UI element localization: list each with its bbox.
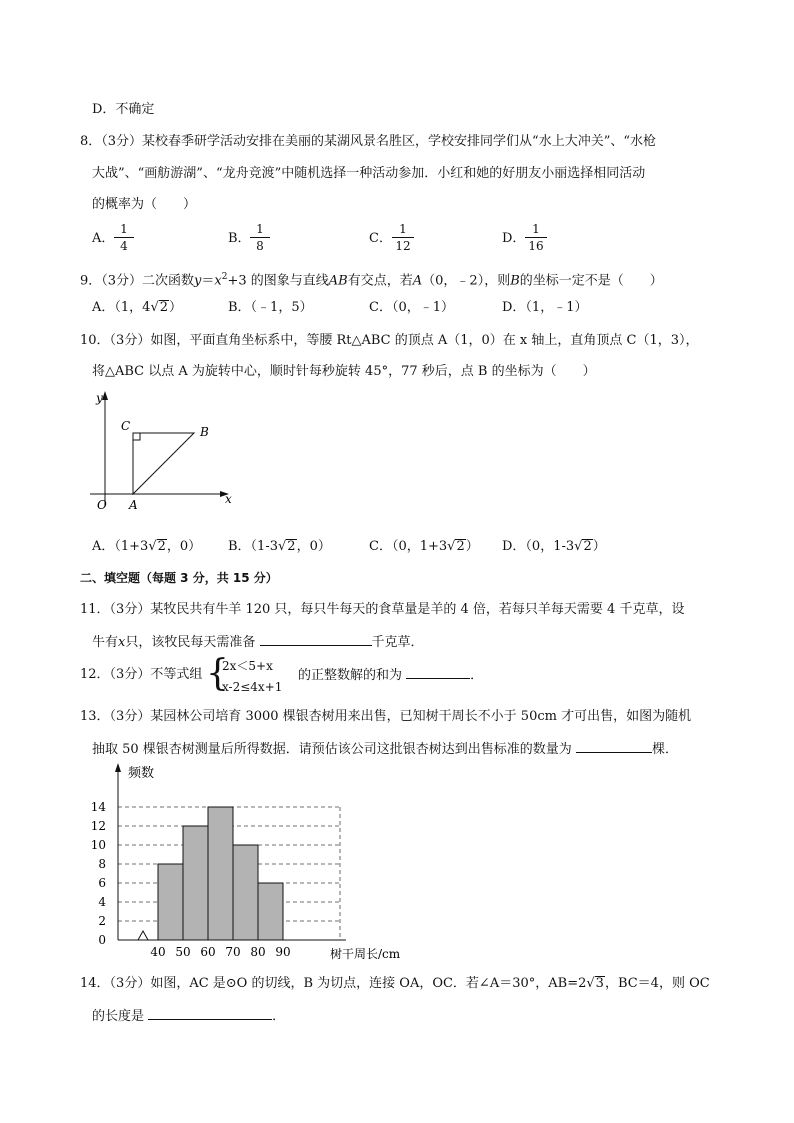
histogram-bar [158,864,183,940]
q8-stem-line3: 的概率为（ ） [92,197,197,212]
q8-option-a-fraction: $\frac{1}{4}$ [114,222,134,253]
q8-option-d-fraction: $\frac{1}{16}$ [525,222,547,253]
q10-figure [88,388,238,514]
q13-histogram [86,760,456,960]
q12-stem-pre: 12．（3分）不等式组 [80,667,203,682]
histogram-y-arrow [115,763,121,772]
q10-label-o: O [97,498,107,512]
q11-stem-line1: 11．（3分）某牧民共有牛羊 120 只，每只牛每天的食草量是羊的 4 倍，若每只羊每天需要 4 千克草，设 [80,602,685,617]
histogram-y-tick-label: 4 [98,895,106,909]
q10-y-arrow [102,391,108,400]
q8-option-c-label: C． [369,231,392,246]
q9-stem: 9．（3分）二次函数$y=x^2+3$ 的图象与直线AB有交点，若A（0，﹣2），则B的坐标一定不是（ ） [80,272,663,289]
histogram-x-tick-label: 50 [175,945,191,959]
q12-stem-post: 的正整数解的和为 ． [298,668,484,683]
q9-option-c: C．（0，﹣1） [369,300,454,315]
q10-label-x: x [225,492,232,506]
histogram-x-tick-label: 40 [150,945,166,959]
q13-stem-line1: 13．（3分）某园林公司培育 3000 棵银杏树用来出售，已知树干周长不小于 50cm 才可出售，如图为随机 [80,709,692,724]
q9-option-d: D．（1，﹣1） [502,300,588,315]
histogram-bar [258,883,283,940]
histogram-y-tick-label: 14 [90,800,106,814]
q14-answer-blank[interactable] [148,1007,272,1020]
q14-stem-line1: 14．（3分）如图，AC 是⊙O 的切线，B 为切点，连接 OA，OC．若∠A＝30°，AB=2√3，BC＝4，则 OC [80,976,710,991]
histogram-bar [183,826,208,940]
histogram-bar [208,807,233,940]
q10-option-a: A．（1+3√2，0） [92,539,202,554]
q11-answer-blank[interactable] [260,633,372,646]
q10-right-angle-mark [133,433,140,440]
histogram-y-tick-label: 2 [98,914,106,928]
histogram-bar [233,845,258,940]
q10-option-c: C．（0，1+3√2） [369,539,479,554]
q13-stem-line2: 抽取 50 棵银杏树测量后所得数据．请预估该公司这批银杏树达到出售标准的数量为 棵． [92,742,678,757]
histogram-y-label: 频数 [128,766,155,781]
q12-inequality-2: x-2≤4x+1 [222,680,283,694]
histogram-y-tick-label: 0 [98,933,106,947]
q12-inequality-1: 2x＜5+x [222,659,273,673]
histogram-axis-break [138,931,148,940]
histogram-x-tick-label: 60 [200,945,216,959]
histogram-y-tick-label: 6 [98,876,106,890]
q9-option-a: A．（1，4√2） [92,300,183,315]
histogram-x-tick-label: 90 [275,945,291,959]
q8-stem-line1: 8．（3分）某校春季研学活动安排在美丽的某湖风景名胜区，学校安排同学们从“水上大冲关”、“水枪 [80,134,656,149]
histogram-y-tick-label: 8 [98,857,106,871]
q7-option-d: D．不确定 [92,102,155,117]
q10-label-b: B [200,425,209,439]
q10-stem-line1: 10．（3分）如图，平面直角坐标系中，等腰 Rt△ABC 的顶点 A（1，0）在 x 轴上，直角顶点 C（1，3）， [80,333,699,348]
q10-triangle [133,433,194,494]
q8-option-a-label: A． [92,231,115,246]
q10-option-d: D．（0，1-3√2） [502,539,606,554]
section-2-title: 二、填空题（每题 3 分，共 15 分） [80,571,278,585]
q10-label-a: A [129,498,138,512]
q12-brace: { [206,653,229,694]
q14-stem-line2: 的长度是 ． [92,1009,286,1024]
q10-label-c: C [121,419,131,433]
histogram-y-tick-label: 12 [90,819,106,833]
q9-option-b: B．（﹣1，5） [228,300,313,315]
histogram-x-tick-label: 70 [225,945,241,959]
histogram-x-label: 树干周长/cm [330,947,401,960]
histogram-y-tick-label: 10 [90,838,106,852]
q10-stem-line2: 将△ABC 以点 A 为旋转中心，顺时针每秒旋转 45°，77 秒后，点 B 的坐标为（ ） [92,364,596,379]
q12-answer-blank[interactable] [406,666,470,679]
q8-stem-line2: 大战”、“画舫游湖”、“龙舟竞渡”中随机选择一种活动参加．小红和她的好朋友小丽选择相同活动 [92,166,646,181]
histogram-x-tick-label: 80 [250,945,266,959]
q10-option-b: B．（1-3√2，0） [228,539,331,554]
q8-option-d-label: D． [502,231,526,246]
q10-label-y: y [96,391,103,405]
q13-answer-blank[interactable] [576,740,652,753]
q8-option-b-label: B． [228,231,251,246]
q11-stem-line2: 牛有x只，该牧民每天需准备 千克草． [92,635,424,650]
q8-option-b-fraction: $\frac{1}{8}$ [250,222,270,253]
q8-option-c-fraction: $\frac{1}{12}$ [392,222,414,253]
